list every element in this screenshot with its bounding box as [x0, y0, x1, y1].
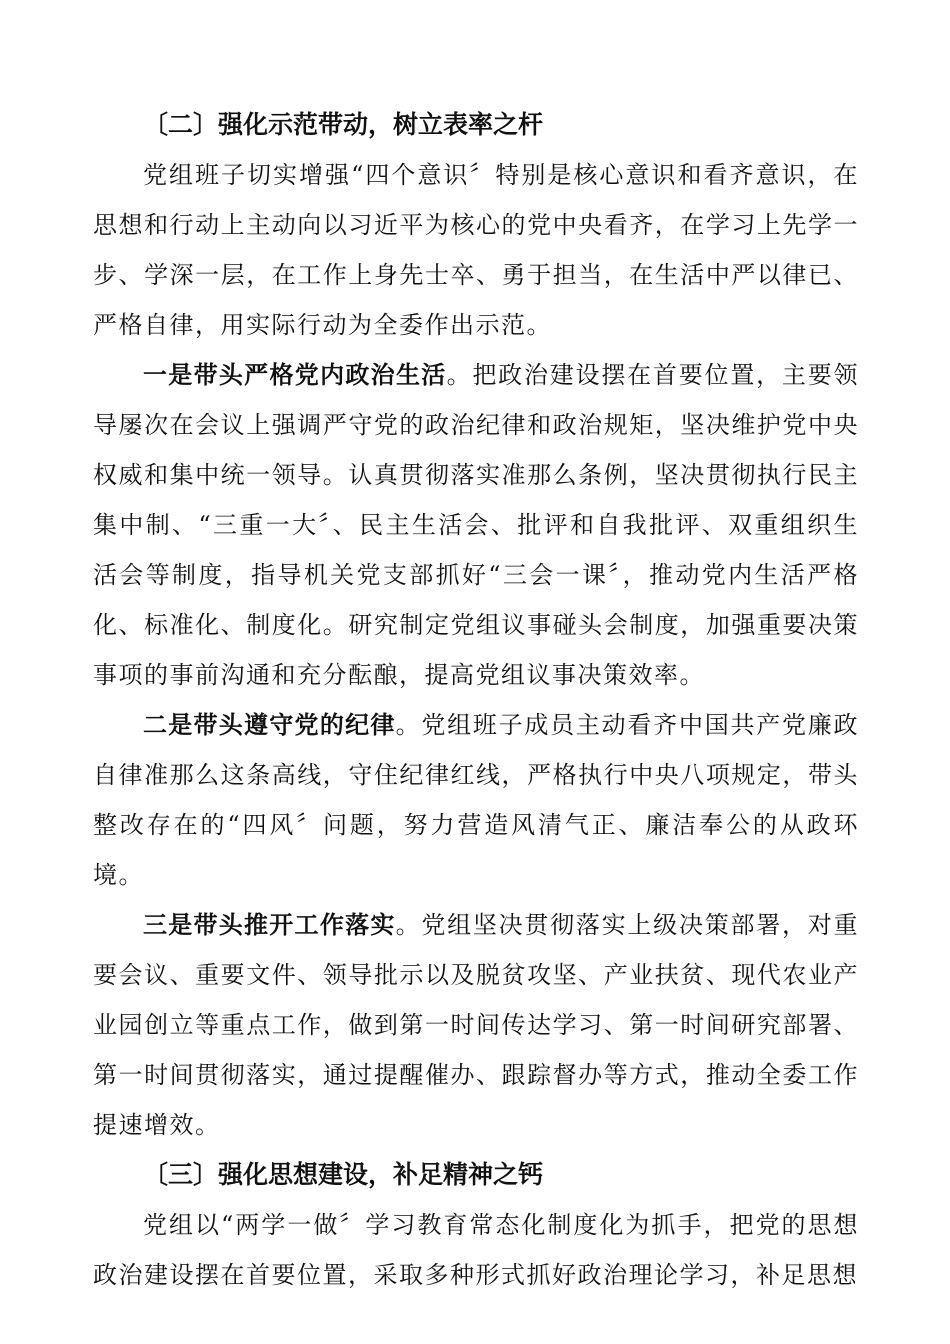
section-two — [93, 100, 859, 1150]
paragraph-text: 。党组坚决贯彻落实上级决策部署，对重要会议、重要文件、领导批示以及脱贫攻坚、产业扶贫、现代农业产业园创立等重点工作，做到第一时间传达学习、第一时间研究部署、第一时间贯彻落实，通过提醒催办、跟踪督办等方式，推动全委工作提速增效。 — [93, 911, 859, 1139]
paragraph-lead: 一是带头严格党内政治生活 — [143, 360, 447, 389]
paragraph-text: 。把政治建设摆在首要位置，主要领导屡次在会议上强调严守党的政治纪律和政治规矩，坚决维护党中央权威和集中统一领导。认真贯彻落实准那么条例，坚决贯彻执行民主集中制、“三重一大〞、民主生活会、批评和自我批评、双重组织生活会等制度，指导机关党支部抓好“三会一课〞，推动党内生活严格化、标准化、制度化。研究制定党组议事碰头会制度，加强重要决策事项的事前沟通和充分酝酿，提高党组议事决策效率。 — [93, 361, 860, 689]
paragraph-text: 。党组班子成员主动看齐中国共产党廉政自律准那么这条高线，守住纪律红线，严格执行中央八项规定，带头整改存在的“四风〞问题，努力营造风清气正、廉洁奉公的从政环境。 — [93, 711, 859, 889]
paragraph-discipline — [93, 700, 859, 900]
section-heading: 〔三〕强化思想建设，补足精神之钙 — [143, 1160, 544, 1189]
paragraph-party-life — [93, 350, 859, 700]
paragraph-text: 党组班子切实增强“四个意识〞特别是核心意识和看齐意识，在思想和行动上主动向以习近平为核心的党中央看齐，在学习上先学一步、学深一层，在工作上身先士卒、勇于担当，在生活中严以律已、严格自律，用实际行动为全委作出示范。 — [93, 161, 859, 339]
document-page — [93, 100, 859, 1300]
paragraph-text: 党组以“两学一做〞学习教育常态化制度化为抓手，把党的思想政治建设摆在首要位置，采取多种形式抓好政治理论学习，补足思想 — [93, 1211, 859, 1289]
paragraph-lead: 三是带头推开工作落实 — [143, 910, 396, 939]
paragraph-lead: 二是带头遵守党的纪律 — [143, 710, 396, 739]
paragraph-intro — [93, 150, 859, 350]
paragraph-implementation — [93, 900, 859, 1150]
section-three — [93, 1150, 859, 1300]
paragraph-ideology — [93, 1200, 859, 1300]
section-heading: 〔二〕强化示范带动，树立表率之杆 — [143, 110, 544, 139]
